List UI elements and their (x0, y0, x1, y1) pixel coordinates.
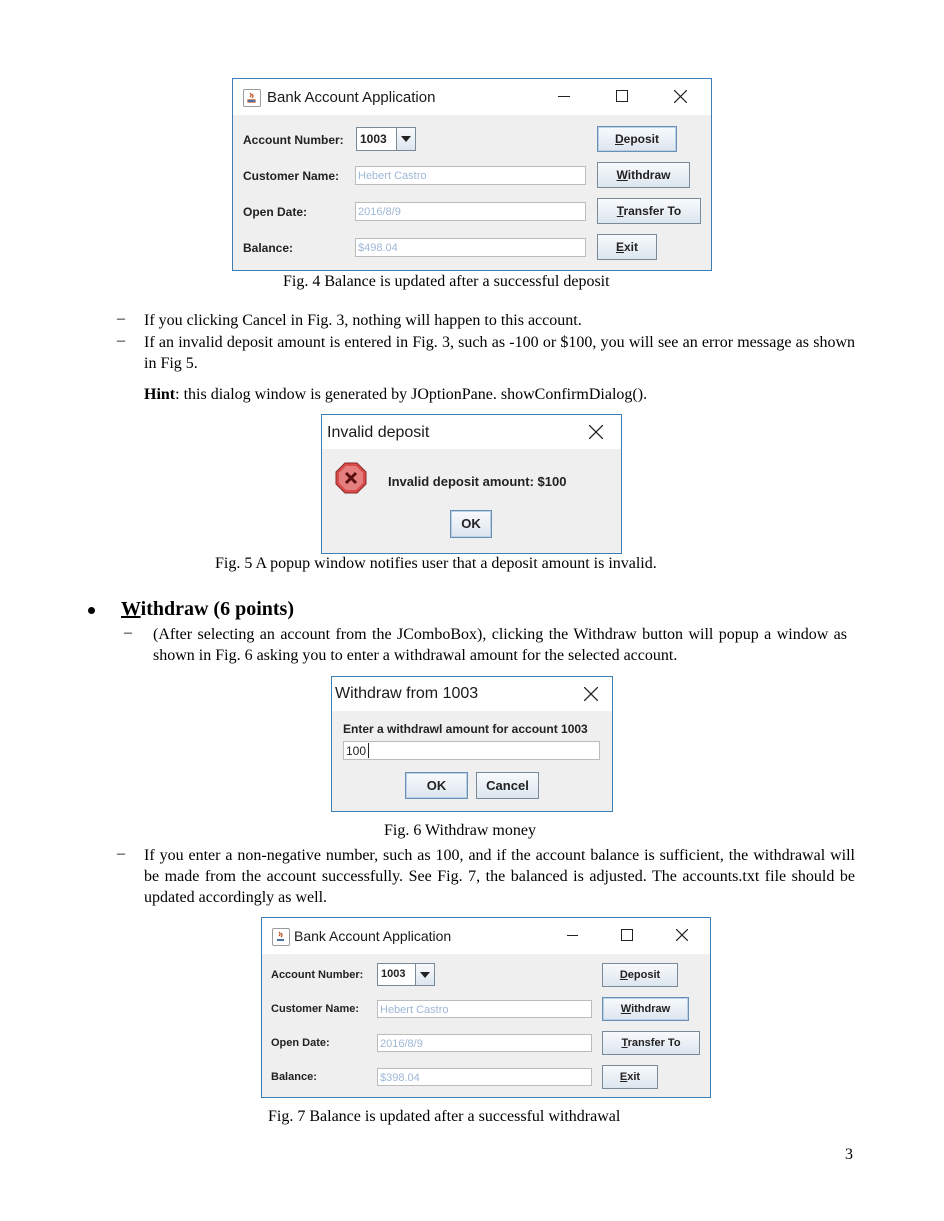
close-icon[interactable] (674, 90, 687, 103)
deposit-button[interactable] (602, 963, 678, 987)
withdraw-amount-input[interactable]: 100 (343, 741, 600, 760)
window-title: Bank Account Application (267, 89, 436, 106)
transfer-to-button[interactable] (602, 1031, 700, 1055)
ok-button[interactable]: OK (405, 772, 468, 799)
account-number-label: Account Number: (271, 969, 364, 981)
deposit-label: eposit (623, 132, 659, 146)
page-number: 3 (845, 1146, 853, 1163)
dialog-title: Invalid deposit (327, 424, 430, 441)
fig7-window (261, 917, 711, 1098)
dialog-title: Withdraw from 1003 (335, 685, 479, 702)
error-icon (335, 462, 367, 494)
withdraw-label: ithdraw (627, 168, 671, 182)
withdraw-mnemonic: W (620, 1003, 632, 1015)
transfer-label: ransfer To (627, 1037, 681, 1049)
exit-label: xit (627, 1071, 641, 1083)
fig6-caption: Fig. 6 Withdraw money (384, 822, 536, 839)
hint-paragraph (144, 384, 855, 405)
deposit-mnemonic: D (614, 132, 624, 146)
fig4-titlebar (233, 79, 711, 115)
bullet-invalid-deposit: If an invalid deposit amount is entered in Fig. 3, such as -100 or $100, you will see an error message as shown in Fig 5. (144, 334, 855, 372)
cancel-button[interactable]: Cancel (476, 772, 539, 799)
bullet-withdraw-popup: (After selecting an account from the JComboBox), clicking the Withdraw button will popup a window as shown in Fig. 6 asking you to enter a withdrawal amount for the selected account. (153, 626, 847, 664)
account-number-value: 1003 (381, 968, 406, 980)
fig5-titlebar (322, 415, 621, 449)
fig6-titlebar (332, 677, 612, 711)
bullet-withdraw-success: If you enter a non-negative number, such as 100, and if the account balance is sufficient, the withdrawal will be made from the account successfully. See Fig. 7, the balanced is adjusted. The accounts.txt file should be updated accordingly as well. (144, 847, 855, 906)
open-date-field[interactable]: 2016/8/9 (355, 202, 586, 221)
dash-marker: – (124, 624, 132, 641)
fig5-caption: Fig. 5 A popup window notifies user that a deposit amount is invalid. (215, 555, 657, 572)
dash-marker: – (117, 332, 125, 349)
withdraw-prompt: Enter a withdrawl amount for account 1003 (343, 722, 588, 736)
balance-label: Balance: (271, 1071, 317, 1083)
transfer-mnemonic: T (621, 1037, 628, 1049)
close-icon[interactable] (589, 425, 603, 439)
withdraw-button[interactable] (602, 997, 689, 1021)
fig7-caption: Fig. 7 Balance is updated after a successful withdrawal (268, 1108, 621, 1125)
java-app-icon (243, 89, 261, 107)
balance-field[interactable]: $498.04 (355, 238, 586, 257)
withdraw-label: ithdraw (631, 1003, 671, 1015)
balance-label: Balance: (243, 241, 294, 255)
account-number-combo[interactable] (377, 963, 435, 986)
deposit-button[interactable] (597, 126, 677, 152)
customer-name-label: Customer Name: (271, 1003, 360, 1015)
section-heading (121, 598, 294, 621)
customer-name-field[interactable]: Hebert Castro (355, 166, 586, 185)
transfer-label: ransfer To (623, 204, 682, 218)
exit-mnemonic: E (619, 1071, 628, 1083)
customer-name-label: Customer Name: (243, 169, 340, 183)
hint-text: : this dialog window is generated by JOptionPane. showConfirmDialog(). (175, 386, 648, 403)
close-icon[interactable] (584, 687, 598, 701)
chevron-down-icon[interactable] (415, 964, 434, 985)
account-number-value: 1003 (360, 132, 387, 146)
bullet-cancel: If you clicking Cancel in Fig. 3, nothing will happen to this account. (144, 312, 582, 329)
withdraw-button[interactable] (597, 162, 690, 188)
dash-marker: – (117, 845, 125, 862)
section-heading-text: ithdraw (6 points) (140, 598, 294, 620)
section-heading-mnemonic: W (121, 598, 141, 620)
exit-mnemonic: E (615, 240, 624, 254)
window-title: Bank Account Application (294, 928, 452, 944)
minimize-icon[interactable] (567, 935, 578, 936)
text-cursor (368, 743, 369, 758)
customer-name-field[interactable]: Hebert Castro (377, 1000, 592, 1018)
dash-marker: – (117, 310, 125, 327)
bullet-dot (88, 607, 95, 614)
open-date-field[interactable]: 2016/8/9 (377, 1034, 592, 1052)
deposit-mnemonic: D (619, 969, 628, 981)
fig4-caption: Fig. 4 Balance is updated after a successful deposit (283, 273, 610, 290)
java-app-icon (272, 928, 290, 946)
exit-label: xit (624, 240, 639, 254)
fig6-dialog (331, 676, 613, 812)
balance-field[interactable]: $398.04 (377, 1068, 592, 1086)
maximize-icon[interactable] (616, 90, 628, 102)
error-message: Invalid deposit amount: $100 (388, 474, 567, 489)
account-number-label: Account Number: (243, 133, 344, 147)
chevron-down-icon[interactable] (396, 128, 415, 150)
fig5-dialog (321, 414, 622, 554)
account-number-combo[interactable] (356, 127, 416, 151)
open-date-label: Open Date: (243, 205, 308, 219)
transfer-mnemonic: T (616, 204, 624, 218)
exit-button[interactable] (597, 234, 657, 260)
open-date-label: Open Date: (271, 1037, 330, 1049)
deposit-label: eposit (627, 969, 661, 981)
ok-button[interactable]: OK (450, 510, 492, 538)
fig4-window (232, 78, 712, 271)
maximize-icon[interactable] (621, 929, 633, 941)
minimize-icon[interactable] (558, 96, 570, 97)
fig7-titlebar (262, 918, 710, 954)
withdraw-mnemonic: W (616, 168, 628, 182)
transfer-to-button[interactable] (597, 198, 701, 224)
exit-button[interactable] (602, 1065, 658, 1089)
hint-label: Hint (144, 386, 176, 403)
close-icon[interactable] (676, 929, 688, 941)
